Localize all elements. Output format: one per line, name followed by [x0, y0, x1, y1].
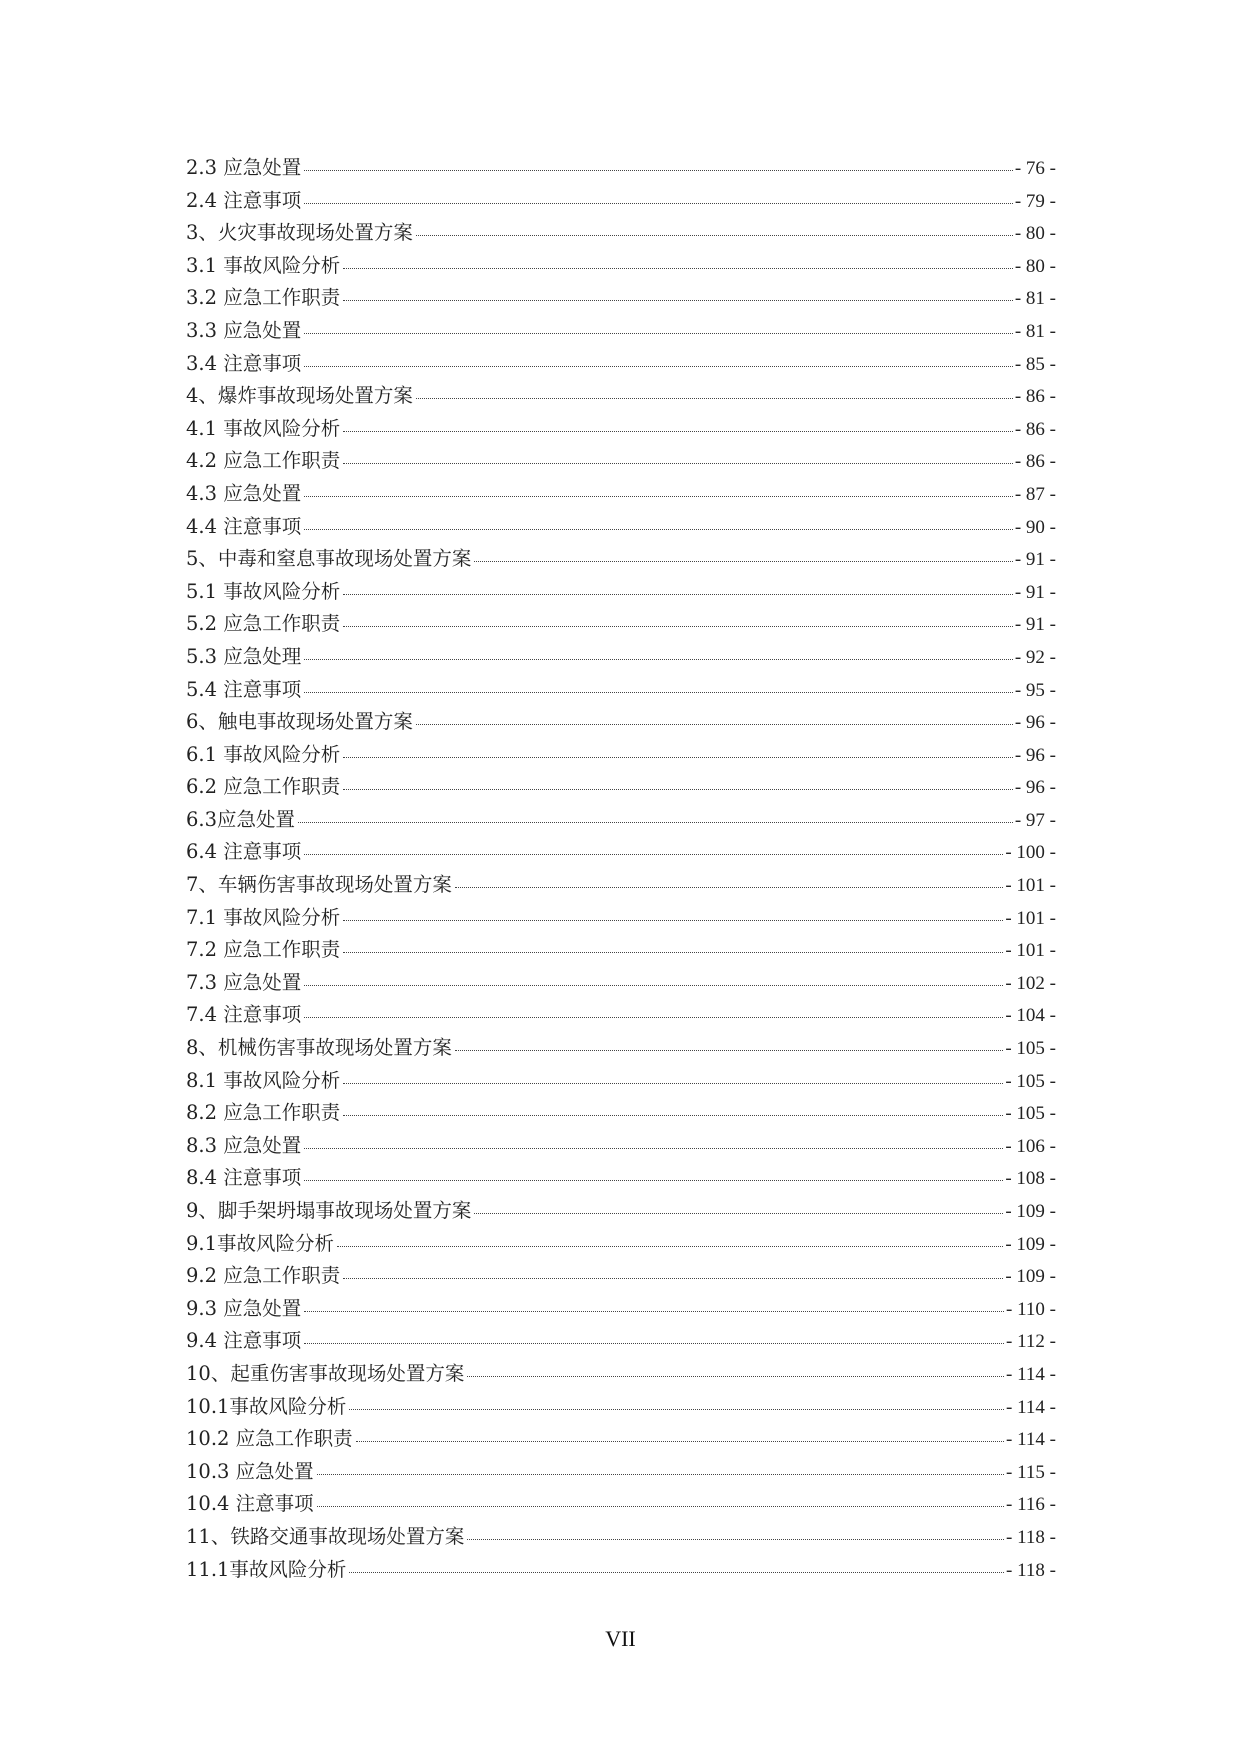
toc-entry-title: 2.4 注意事项	[186, 188, 302, 212]
toc-entry-page-number: - 96 -	[1014, 777, 1056, 799]
toc-entry-page-number: - 109 -	[1005, 1201, 1056, 1222]
toc-entry-title: 3、火灾事故现场处置方案	[186, 221, 413, 245]
toc-entry-title: 5.4 注意事项	[186, 677, 302, 701]
toc-entry-page-number: - 79 -	[1014, 190, 1056, 212]
toc-entry-title: 9、脚手架坍塌事故现场处置方案	[186, 1199, 472, 1222]
toc-entry[interactable]	[186, 1097, 1056, 1130]
toc-entry-title: 10.4 注意事项	[186, 1492, 314, 1516]
toc-dot-leader	[304, 332, 1013, 334]
toc-entry-title: 7、车辆伤害事故现场处置方案	[186, 873, 452, 897]
toc-dot-leader	[304, 495, 1013, 497]
toc-dot-leader	[343, 1082, 1003, 1084]
toc-entry-page-number: - 104 -	[1005, 1005, 1056, 1027]
toc-entry-title: 7.1 事故风险分析	[186, 905, 341, 929]
toc-entry-page-number: - 115 -	[1006, 1461, 1056, 1483]
toc-dot-leader	[356, 1440, 1004, 1442]
toc-entry-page-number: - 86 -	[1014, 418, 1056, 440]
toc-entry-page-number: - 106 -	[1005, 1135, 1056, 1157]
toc-entry-title: 4.1 事故风险分析	[186, 416, 341, 440]
toc-entry-title: 11、铁路交通事故现场处置方案	[186, 1524, 465, 1548]
toc-dot-leader	[455, 1049, 1003, 1051]
toc-entry[interactable]	[186, 1521, 1056, 1554]
toc-entry-title: 10.3 应急处置	[186, 1459, 314, 1483]
toc-entry-title: 4.4 注意事项	[186, 514, 302, 538]
toc-entry-page-number: - 101 -	[1005, 875, 1056, 897]
toc-entry-title: 3.2 应急工作职责	[186, 286, 341, 310]
toc-dot-leader	[467, 1375, 1004, 1377]
toc-entry-title: 5.1 事故风险分析	[186, 579, 341, 603]
toc-entry[interactable]	[186, 1325, 1056, 1358]
toc-entry[interactable]	[186, 1260, 1056, 1293]
toc-entry[interactable]	[186, 706, 1056, 739]
toc-dot-leader	[343, 267, 1013, 269]
toc-dot-leader	[304, 1147, 1003, 1149]
toc-dot-leader	[343, 756, 1013, 758]
toc-entry[interactable]	[186, 674, 1056, 707]
toc-entry-page-number: - 109 -	[1005, 1266, 1056, 1288]
toc-dot-leader	[416, 723, 1013, 725]
toc-entry-title: 8.4 注意事项	[186, 1166, 302, 1190]
toc-dot-leader	[304, 853, 1003, 855]
table-of-contents	[186, 152, 1056, 1586]
toc-dot-leader	[343, 593, 1013, 595]
toc-entry[interactable]	[186, 511, 1056, 544]
toc-entry-page-number: - 105 -	[1005, 1103, 1056, 1125]
toc-entry[interactable]	[186, 478, 1056, 511]
toc-dot-leader	[317, 1505, 1004, 1507]
toc-entry-title: 5.3 应急处理	[186, 644, 302, 668]
toc-entry[interactable]	[186, 1130, 1056, 1163]
toc-dot-leader	[304, 202, 1013, 204]
toc-entry[interactable]	[186, 348, 1056, 381]
toc-entry-title: 11.1事故风险分析	[186, 1557, 347, 1581]
toc-entry-title: 8.3 应急处置	[186, 1133, 302, 1157]
toc-entry-page-number: - 118 -	[1006, 1559, 1056, 1581]
toc-entry-title: 10、起重伤害事故现场处置方案	[186, 1361, 465, 1385]
toc-entry[interactable]	[186, 1293, 1056, 1326]
toc-entry-title: 9.2 应急工作职责	[186, 1264, 341, 1288]
toc-entry[interactable]	[186, 576, 1056, 609]
toc-entry[interactable]	[186, 1391, 1056, 1424]
toc-entry-title: 5.2 应急工作职责	[186, 612, 341, 636]
toc-dot-leader	[416, 397, 1013, 399]
toc-entry-title: 9.1事故风险分析	[186, 1231, 335, 1255]
toc-entry-page-number: - 87 -	[1014, 483, 1056, 505]
toc-entry[interactable]	[186, 608, 1056, 641]
toc-entry-page-number: - 118 -	[1006, 1526, 1056, 1548]
toc-dot-leader	[416, 234, 1013, 236]
toc-dot-leader	[343, 788, 1013, 790]
toc-entry-title: 10.1事故风险分析	[186, 1394, 347, 1418]
toc-dot-leader	[343, 430, 1013, 432]
toc-entry-page-number: - 101 -	[1005, 907, 1056, 929]
toc-entry-page-number: - 76 -	[1014, 158, 1056, 179]
toc-entry-page-number: - 80 -	[1014, 223, 1056, 245]
toc-dot-leader	[304, 1310, 1004, 1312]
toc-entry-title: 3.4 注意事项	[186, 351, 302, 375]
toc-dot-leader	[304, 365, 1013, 367]
toc-entry[interactable]	[186, 641, 1056, 674]
toc-entry-page-number: - 102 -	[1005, 972, 1056, 994]
toc-entry-page-number: - 81 -	[1014, 320, 1056, 342]
toc-entry[interactable]	[186, 1488, 1056, 1521]
toc-entry-title: 7.2 应急工作职责	[186, 938, 341, 962]
toc-entry-page-number: - 114 -	[1006, 1429, 1056, 1451]
toc-entry-page-number: - 81 -	[1014, 288, 1056, 310]
toc-entry[interactable]	[186, 315, 1056, 348]
toc-entry[interactable]	[186, 967, 1056, 1000]
toc-entry-page-number: - 110 -	[1006, 1298, 1056, 1320]
toc-entry[interactable]	[186, 445, 1056, 478]
toc-dot-leader	[343, 951, 1003, 953]
toc-entry-title: 7.3 应急处置	[186, 970, 302, 994]
toc-entry[interactable]	[186, 836, 1056, 869]
toc-entry-page-number: - 95 -	[1014, 679, 1056, 701]
toc-dot-leader	[474, 1212, 1003, 1214]
toc-entry[interactable]	[186, 185, 1056, 218]
toc-dot-leader	[304, 984, 1003, 986]
toc-dot-leader	[304, 169, 1013, 171]
toc-entry[interactable]	[186, 804, 1056, 837]
toc-entry-page-number: - 105 -	[1005, 1070, 1056, 1092]
toc-entry[interactable]	[186, 250, 1056, 283]
toc-entry-page-number: - 101 -	[1005, 940, 1056, 962]
toc-entry-title: 8.2 应急工作职责	[186, 1101, 341, 1125]
toc-entry-title: 4、爆炸事故现场处置方案	[186, 384, 413, 408]
toc-entry-title: 2.3 应急处置	[186, 156, 302, 179]
toc-entry[interactable]	[186, 1456, 1056, 1489]
toc-entry[interactable]	[186, 543, 1056, 576]
toc-entry[interactable]	[186, 771, 1056, 804]
toc-entry-page-number: - 91 -	[1014, 614, 1056, 636]
toc-dot-leader	[298, 821, 1013, 823]
toc-entry-page-number: - 105 -	[1005, 1038, 1056, 1060]
toc-entry-page-number: - 109 -	[1005, 1233, 1056, 1255]
toc-entry[interactable]	[186, 1423, 1056, 1456]
toc-entry-title: 4.2 应急工作职责	[186, 449, 341, 473]
toc-entry-title: 6.2 应急工作职责	[186, 775, 341, 799]
page-number-footer: VII	[605, 1626, 636, 1651]
toc-entry[interactable]	[186, 1195, 1056, 1228]
toc-dot-leader	[304, 1179, 1003, 1181]
toc-entry-title: 6、触电事故现场处置方案	[186, 710, 413, 734]
toc-dot-leader	[317, 1473, 1004, 1475]
toc-dot-leader	[343, 299, 1013, 301]
toc-entry-title: 5、中毒和窒息事故现场处置方案	[186, 547, 472, 571]
toc-entry[interactable]	[186, 152, 1056, 185]
toc-entry[interactable]	[186, 217, 1056, 250]
toc-entry-title: 10.2 应急工作职责	[186, 1427, 353, 1451]
toc-dot-leader	[304, 528, 1013, 530]
toc-entry-page-number: - 116 -	[1006, 1494, 1056, 1516]
toc-entry[interactable]	[186, 282, 1056, 315]
toc-entry-page-number: - 100 -	[1005, 842, 1056, 864]
toc-dot-leader	[349, 1408, 1004, 1410]
toc-entry[interactable]	[186, 1228, 1056, 1261]
toc-entry-page-number: - 108 -	[1005, 1168, 1056, 1190]
toc-entry-page-number: - 91 -	[1014, 549, 1056, 571]
toc-dot-leader	[343, 1114, 1003, 1116]
toc-entry-page-number: - 112 -	[1006, 1331, 1056, 1353]
toc-entry-title: 9.3 应急处置	[186, 1296, 302, 1320]
toc-entry-page-number: - 90 -	[1014, 516, 1056, 538]
toc-dot-leader	[343, 1277, 1003, 1279]
toc-dot-leader	[343, 625, 1013, 627]
toc-entry[interactable]	[186, 380, 1056, 413]
toc-entry[interactable]	[186, 1358, 1056, 1391]
toc-dot-leader	[304, 1016, 1003, 1018]
toc-entry-page-number: - 86 -	[1014, 386, 1056, 408]
toc-entry[interactable]	[186, 1162, 1056, 1195]
toc-entry-page-number: - 96 -	[1014, 744, 1056, 766]
toc-entry[interactable]	[186, 934, 1056, 967]
toc-entry-title: 8、机械伤害事故现场处置方案	[186, 1036, 452, 1060]
toc-entry-page-number: - 91 -	[1014, 581, 1056, 603]
toc-entry-title: 6.3应急处置	[186, 807, 296, 831]
toc-entry-title: 4.3 应急处置	[186, 481, 302, 505]
toc-entry[interactable]	[186, 413, 1056, 446]
toc-entry-page-number: - 96 -	[1014, 712, 1056, 734]
toc-entry-page-number: - 92 -	[1014, 646, 1056, 668]
toc-entry-title: 6.1 事故风险分析	[186, 742, 341, 766]
toc-entry-page-number: - 97 -	[1014, 809, 1056, 831]
toc-entry[interactable]	[186, 1032, 1056, 1065]
toc-dot-leader	[337, 1245, 1003, 1247]
toc-dot-leader	[455, 886, 1003, 888]
toc-dot-leader	[349, 1571, 1004, 1573]
toc-dot-leader	[304, 1342, 1004, 1344]
toc-entry-page-number: - 114 -	[1006, 1396, 1056, 1418]
toc-entry[interactable]	[186, 869, 1056, 902]
toc-dot-leader	[343, 919, 1003, 921]
toc-entry[interactable]	[186, 902, 1056, 935]
toc-dot-leader	[474, 560, 1012, 562]
toc-entry[interactable]	[186, 1554, 1056, 1587]
toc-entry-title: 6.4 注意事项	[186, 840, 302, 864]
toc-entry-title: 3.3 应急处置	[186, 318, 302, 342]
toc-dot-leader	[304, 658, 1013, 660]
toc-entry-title: 3.1 事故风险分析	[186, 253, 341, 277]
toc-entry-title: 7.4 注意事项	[186, 1003, 302, 1027]
toc-entry[interactable]	[186, 739, 1056, 772]
toc-entry[interactable]	[186, 1065, 1056, 1098]
toc-entry-page-number: - 80 -	[1014, 255, 1056, 277]
toc-dot-leader	[304, 691, 1013, 693]
toc-entry-title: 9.4 注意事项	[186, 1329, 302, 1353]
toc-entry-title: 8.1 事故风险分析	[186, 1068, 341, 1092]
toc-entry-page-number: - 114 -	[1006, 1363, 1056, 1385]
toc-dot-leader	[467, 1538, 1004, 1540]
toc-entry-page-number: - 86 -	[1014, 451, 1056, 473]
toc-dot-leader	[343, 462, 1013, 464]
toc-entry-page-number: - 85 -	[1014, 353, 1056, 375]
toc-entry[interactable]	[186, 999, 1056, 1032]
